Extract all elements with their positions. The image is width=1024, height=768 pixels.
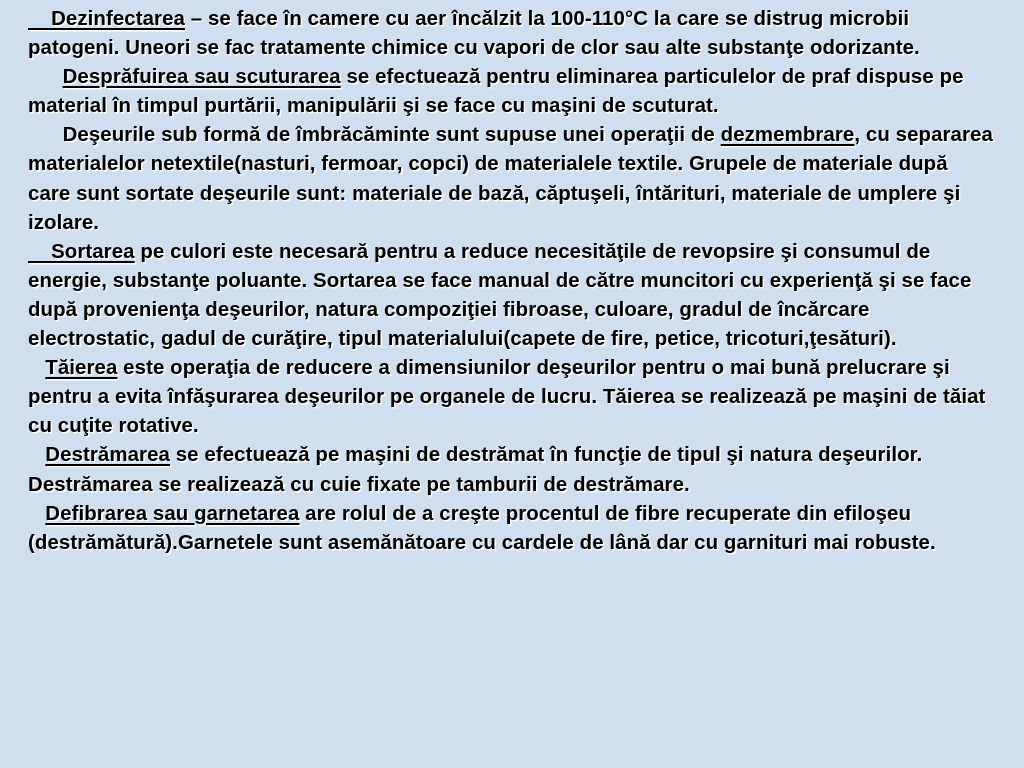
term-defibrarea: Defibrarea sau garnetarea: [45, 502, 300, 525]
paragraph-indent: [28, 241, 51, 263]
paragraph-indent: [28, 503, 45, 525]
paragraph-defibrarea: [28, 500, 994, 558]
paragraph-taierea: [28, 354, 994, 441]
paragraph-desprafuirea: [28, 63, 994, 121]
paragraph-indent: [28, 444, 45, 466]
paragraph-text: , cu separarea materialelor netextile(nasturi, fermoar, copci) de materialele textile. Grupele de materiale după care sunt sortate deşeurile sunt: materiale de bază, căptuşeli, întărituri, materiale de umplere şi izolare.: [28, 124, 993, 234]
paragraph-sortarea: [28, 238, 994, 354]
paragraph-dezmembrare: [28, 121, 994, 237]
paragraph-text: este operaţia de reducere a dimensiunilor deşeurilor pentru o mai bună prelucrare şi pentru a evita înfăşurarea deşeurilor pe organele de lucru. Tăierea se realizează pe maşini de tăiat cu cuţite rotative.: [28, 357, 986, 438]
paragraph-indent: [28, 66, 63, 88]
term-taierea: Tăierea: [45, 357, 118, 380]
paragraph-text: se efectuează pe maşini de destrămat în funcţie de tipul şi natura deşeurilor. Destrămarea se realizează cu cuie fixate pe tamburii de destrămare.: [28, 444, 923, 496]
paragraph-text: – se face în camere cu aer încălzit la 100-110°C la care se distrug microbii patogeni. Uneori se fac tratamente chimice cu vapori de clor sau alte substanţe odorizante.: [28, 8, 920, 60]
paragraph-destramarea: [28, 441, 994, 499]
paragraph-dezinfectarea: [28, 5, 994, 63]
term-destramarea: Destrămarea: [45, 444, 170, 467]
paragraph-text: are rolul de a creşte procentul de fibre recuperate din efiloşeu (destrămătură).Garnetele sunt asemănătoare cu cardele de lână dar cu garnituri mai robuste.: [28, 502, 936, 554]
paragraph-text: pe culori este necesară pentru a reduce necesităţile de revopsire şi consumul de energie, substanţe poluante. Sortarea se face manual de către muncitori cu experienţă şi se face după provenienţa deşeurilor, natura compoziţiei fibroase, culoare, gradul de încărcare electrostatic, gadul de curăţire, tipul materialului(capete de fire, petice, tricoturi,ţesături).: [28, 240, 972, 351]
paragraph-pre-text: Deşeurile sub formă de îmbrăcăminte sunt supuse unei operaţii de: [62, 124, 721, 147]
term-sortarea: Sortarea: [51, 240, 135, 263]
paragraph-text: se efectuează pentru eliminarea particulelor de praf dispuse pe material în timpul purtării, manipulării şi se face cu maşini de scuturat.: [28, 66, 964, 118]
paragraph-indent: [28, 124, 63, 146]
term-dezmembrare: dezmembrare: [720, 124, 855, 147]
paragraph-indent: [28, 8, 51, 30]
term-desprafuirea: Desprăfuirea sau scuturarea: [62, 66, 341, 89]
paragraph-indent: [28, 357, 45, 379]
term-dezinfectarea: Dezinfectarea: [51, 8, 185, 30]
